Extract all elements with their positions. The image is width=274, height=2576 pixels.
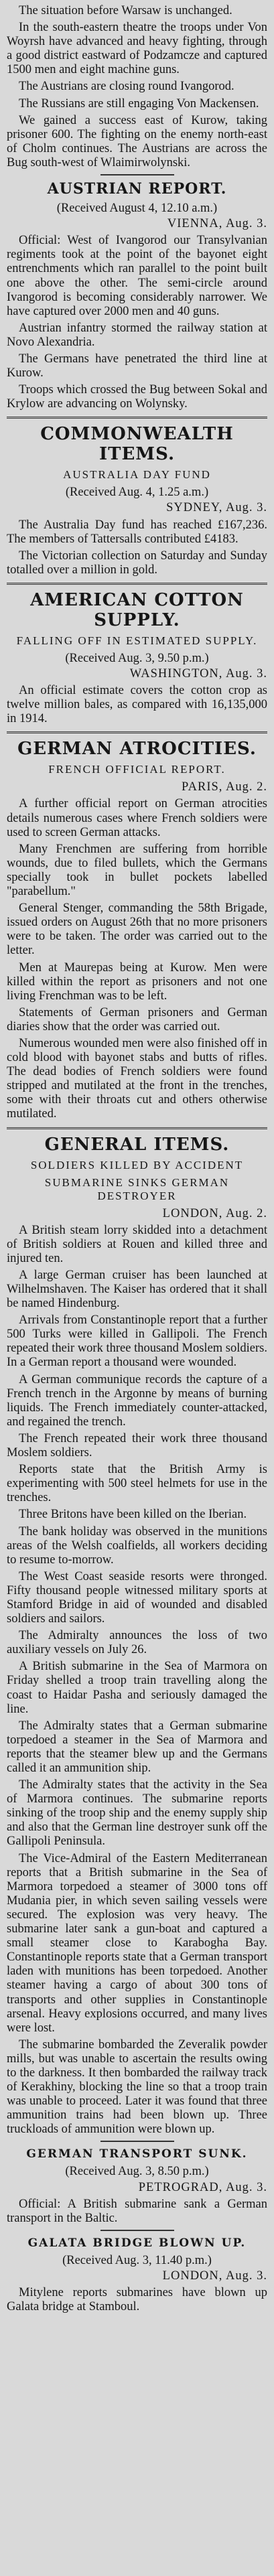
atrocities-section [7, 739, 267, 1121]
section-paragraphs [7, 797, 267, 1121]
paragraph: An official estimate covers the cotton crop as twelve million bales, as compared with 16,135,000 in 1914. [7, 684, 267, 726]
paragraph: The Admiralty states that a German submarine torpedoed a steamer in the Sea of Marmora and reports that the steamer blew up and the Germans called it an ammunition ship. [7, 1719, 267, 1775]
russian-front-section [7, 4, 267, 170]
paragraph: The Admiralty announces the loss of two auxiliary vessels on July 26. [7, 1629, 267, 1657]
section-heading: AUSTRIAN REPORT. [47, 180, 227, 198]
austrian-report-section [7, 181, 267, 411]
divider [100, 174, 174, 175]
section-paragraphs [7, 518, 267, 577]
paragraph: Numerous wounded men were also finished off in cold blood with bayonet stabs and butts of rifles. The dead bodies of French soldiers were found stripped and mutilated at the front in the trenches, some with their throats cut and others otherwise mutilated. [7, 1036, 267, 1121]
paragraph: General Stenger, commanding the 58th Brigade, issued orders on August 26th that no more prisoners were to be taken. The order was carried out to the letter. [7, 902, 267, 958]
divider [7, 1127, 267, 1129]
paragraph: The Russians are still engaging Von Mackensen. [19, 96, 259, 111]
paragraph: A German communique records the capture of a French trench in the Argonne by means of burning liquids. The French immediately counter-attacked, and regained the trench. [7, 1372, 267, 1429]
received-line: (Received Aug. 3, 9.50 p.m.) [65, 651, 209, 665]
paragraph: A British submarine in the Sea of Marmora on Friday shelled a troop train travelling along the coast to Haidar Pasha and seriously damaged the line. [7, 1660, 267, 1716]
section-paragraphs [7, 2286, 267, 2314]
received-line: (Received Aug. 3, 8.50 p.m.) [65, 2165, 209, 2179]
paragraph: Reports state that the British Army is experimenting with 500 steel helmets for use in the trenches. [7, 1463, 267, 1505]
divider [100, 2230, 174, 2231]
dateline: PETROGRAD, Aug. 3. [138, 2180, 267, 2194]
paragraph: The Australia Day fund has reached £167,236. The members of Tattersalls contributed £4183. [7, 518, 267, 546]
section-paragraphs [7, 684, 267, 726]
paragraph: Statements of German prisoners and German diaries show that the order was carried out. [7, 1005, 267, 1033]
received-line: (Received August 4, 12.10 a.m.) [56, 202, 218, 216]
section-paragraphs [7, 1224, 267, 2137]
cotton-section [7, 590, 267, 726]
paragraph: A large German cruiser has been launched at Wilhelmshaven. The Kaiser has ordered that it shall be named Hindenburg. [7, 1268, 267, 1311]
section-subheading: FALLING OFF IN ESTIMATED SUPPLY. [16, 634, 258, 647]
paragraph: The French repeated their work three thousand Moslem soldiers. [7, 1431, 267, 1460]
paragraph: The Germans have penetrated the third line at Kurow. [7, 352, 267, 380]
paragraph: The West Coast seaside resorts were thronged. Fifty thousand people witnessed military sports at Stamford Bridge in aid of wounded and disabled soldiers and sailors. [7, 1569, 267, 1626]
received-line: (Received Aug. 4, 1.25 a.m.) [65, 486, 209, 500]
received-line: (Received Aug. 3, 11.40 p.m.) [62, 2253, 212, 2267]
section-subheading: AUSTRALIA DAY FUND [63, 468, 211, 482]
section-heading: AMERICAN COTTON SUPPLY. [30, 589, 244, 630]
section-paragraphs [7, 234, 267, 411]
section-paragraphs [7, 4, 267, 170]
general-section [7, 1135, 267, 2137]
paragraph: Austrian infantry stormed the railway station at Novo Alexandria. [7, 321, 267, 349]
section-heading: GENERAL ITEMS. [44, 1134, 230, 1155]
paragraph: Mitylene reports submarines have blown up Galata bridge at Stamboul. [7, 2286, 267, 2314]
section-subheading: FRENCH OFFICIAL REPORT. [48, 763, 226, 776]
divider [7, 583, 267, 585]
paragraph: The situation before Warsaw is unchanged. [19, 4, 232, 17]
paragraph: Troops which crossed the Bug between Sokal and Krylow are advancing on Wolynsky. [7, 383, 267, 411]
section-subheading: SUBMARINE SINKS GERMAN DESTROYER [44, 1175, 230, 1202]
dateline: LONDON, Aug. 2. [162, 1206, 267, 1220]
dateline: VIENNA, Aug. 3. [167, 217, 267, 231]
section-subheading: SOLDIERS KILLED BY ACCIDENT [30, 1158, 244, 1171]
dateline: PARIS, Aug. 2. [182, 780, 267, 794]
paragraph: Many Frenchmen are suffering from horrible wounds, due to filed bullets, which the Germans specially took in bullet pockets labelled "parabellum." [7, 842, 267, 899]
divider [7, 417, 267, 419]
section-heading: GERMAN ATROCITIES. [17, 739, 257, 760]
paragraph: The Austrians are closing round Ivangorod. [19, 80, 234, 94]
dateline: WASHINGTON, Aug. 3. [129, 667, 267, 681]
paragraph: The Vice-Admiral of the Eastern Mediterranean reports that a British submarine in the Sea of Marmora torpedoed a steamer of 3000 tons off Mudania pier, in which seven sailing vessels were secured. The explosion was very heavy. The submarine later sank a gun-boat and captured a small steamer close to Karabogha Bay. Constantinople reports state that a German transport laden with munitions has been torpedoed. Another steamer having a cargo of about 300 tons of transports and other supplies in Constantinople arsenal. Heavy explosions occurred, and many lives were lost. [7, 1851, 267, 2035]
paragraph: Three Britons have been killed on the Iberian. [19, 1508, 247, 1522]
paragraph: The bank holiday was observed in the munitions areas of the Welsh coalfields, all workers deciding to resume to-morrow. [7, 1524, 267, 1567]
dateline: LONDON, Aug. 3. [162, 2269, 267, 2283]
paragraph: A further official report on German atrocities details numerous cases where French soldiers were used to screen German attacks. [7, 797, 267, 839]
section-heading: GALATA BRIDGE BLOWN UP. [27, 2236, 247, 2250]
dateline: SYDNEY, Aug. 3. [166, 501, 267, 515]
galata-section [7, 2236, 267, 2314]
section-paragraphs [7, 2198, 267, 2226]
section-heading: GERMAN TRANSPORT SUNK. [26, 2147, 248, 2161]
paragraph: Official: West of Ivangorod our Transylvanian regiments took at the point of the bayonet eight entrenchments which ran parallel to the point built one above the other. The semi-circle around Ivangorod is becoming considerably narrower. We have captured over 2000 men and 40 guns. [7, 234, 267, 318]
divider [100, 2141, 174, 2142]
commonwealth-section [7, 424, 267, 577]
paragraph: The Admiralty states that the activity in the Sea of Marmora continues. The submarine reports sinking of the troop ship and the enemy supply ship and also that the German line destroyer sunk off the Gallipoli Peninsula. [7, 1778, 267, 1849]
paragraph: Official: A British submarine sank a German transport in the Baltic. [7, 2197, 267, 2225]
paragraph: Arrivals from Constantinople report that a further 500 Turks were killed in Gallipoli. The French repeated their work three thousand Moslem soldiers. In a German report a thousand were wounded. [7, 1313, 267, 1370]
paragraph: In the south-eastern theatre the troops under Von Woyrsh have advanced and heavy fighting, through a good district eastward of Podzamcze and captured 1500 men and eight machine guns. [7, 21, 267, 77]
paragraph: A British steam lorry skidded into a detachment of British soldiers at Rouen and killed three and injured ten. [7, 1223, 267, 1265]
paragraph: Men at Maurepas being at Kurow. Men were killed within the report as prisoners and not one living Frenchman was to be left. [7, 960, 267, 1003]
paragraph: We gained a success east of Kurow, taking prisoner 600. The fighting on the enemy north-east of Cholm continues. The Austrians are across the Bug south-west of Wlaimirwolynski. [7, 113, 267, 169]
divider [7, 731, 267, 733]
transport-section [7, 2147, 267, 2225]
paragraph: The submarine bombarded the Zeveralik powder mills, but was unable to ascertain the results owing to the darkness. It then bombarded the railway track of Kerakhiny, blocking the line so that a troop train was unable to proceed. Later it was found that three ammunition trains had been blown up. Three truckloads of ammunition were blown up. [7, 2037, 267, 2137]
section-heading: COMMONWEALTH ITEMS. [40, 424, 234, 465]
paragraph: The Victorian collection on Saturday and Sunday totalled over a million in gold. [7, 549, 267, 577]
